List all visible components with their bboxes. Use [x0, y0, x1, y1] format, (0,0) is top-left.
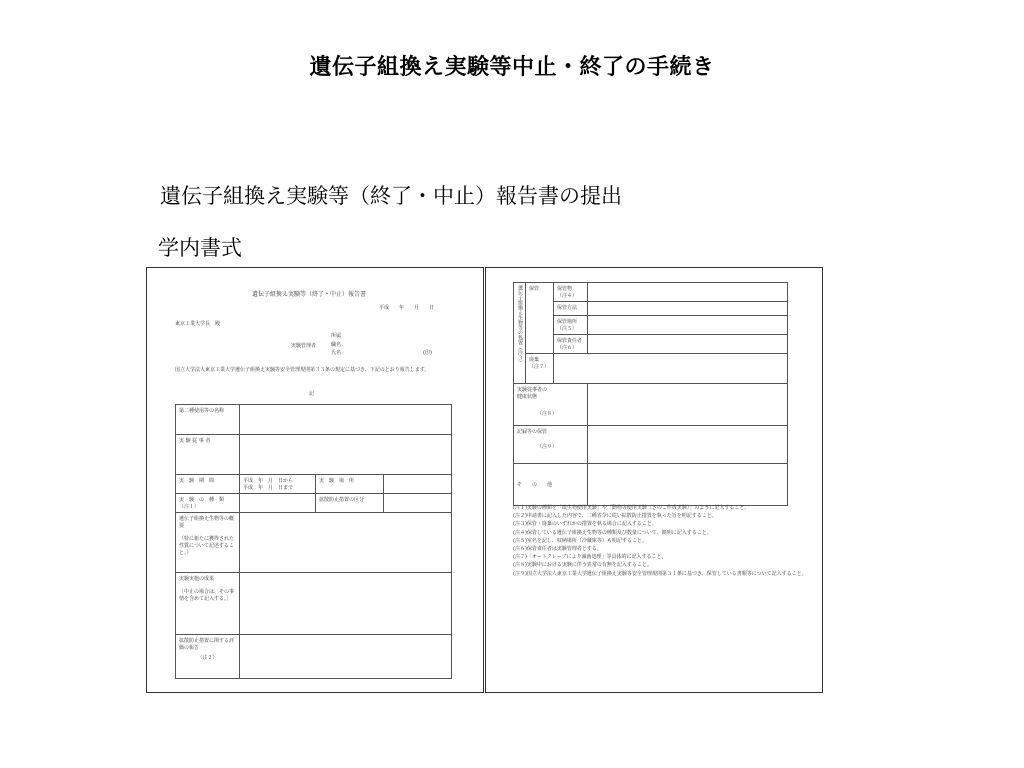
- form-page-2-image: [485, 267, 823, 693]
- form-addressee: 東京工業大学長 殿: [175, 321, 221, 327]
- form-applicant-role: 実験管理者: [291, 343, 317, 349]
- form-cell-label: 保管責任者 （注６）: [554, 335, 588, 354]
- form-note: (注９)国立大学法人東京工業大学遺伝子組換え実験等安全管理規則第３１条に基づき、保管している書類等について記入すること。: [513, 570, 807, 577]
- slide-title: 遺伝子組換え実験等中止・終了の手続き: [309, 55, 715, 80]
- form-cell-label: 保管方法: [554, 302, 588, 316]
- form-seal: (印): [423, 350, 432, 356]
- slide-subtitle: 遺伝子組換え実験等（終了・中止）報告書の提出: [160, 184, 622, 208]
- form-cell-label: 実 験 の 種 類 （注１）: [176, 494, 240, 513]
- form-cell-label: 廃棄 （注７）: [526, 354, 554, 384]
- form-applicant-field: 職名: [331, 342, 342, 348]
- form-cell-label: 実験従事者の 健康状態: [517, 387, 548, 400]
- form-applicant-field: 所属: [331, 333, 342, 339]
- form-cell-label: 第二種使用等の名称: [176, 405, 240, 435]
- form-page-1-image: [146, 267, 484, 693]
- form-cell-label: 実 験 期 間: [176, 475, 240, 494]
- form-cell-label: 実験実施の成果: [179, 576, 215, 582]
- form-side-note: （注３）: [517, 345, 523, 365]
- form-cell-label: 保管場所 （注５）: [554, 316, 588, 335]
- form-note: (注５)室名を記し、収納場所（冷蔵庫等）も明記すること。: [513, 537, 647, 544]
- form-notes: [513, 504, 813, 578]
- form-cell-label: 実 験 場 所: [316, 475, 384, 494]
- form-cell-note: （注９）: [537, 444, 558, 450]
- form-cell-value: 平成 年 月 日から 平成 年 月 日まで: [240, 475, 316, 494]
- form-note: (注８)実験中における実験に伴う異常の有無を記入すること。: [513, 562, 652, 569]
- form-note: (注２)申請書に記入した内容で、二種省令に従い拡散防止措置を執った旨を明記すること。: [513, 513, 717, 520]
- form-note: (注７)「オートクレーブにより滅菌処理」等具体的に記入すること。: [513, 554, 667, 561]
- form-page-2-table: [513, 282, 788, 506]
- form-ki: 記: [309, 391, 315, 397]
- form-note: (注６)保管責任者は実験管理者とする。: [513, 546, 602, 553]
- form-applicant-field: 氏名: [331, 350, 342, 356]
- form-page-1-title: 遺伝子組換え実験等（終了・中止）報告書: [252, 291, 367, 298]
- form-cell-label: 保管: [526, 283, 554, 354]
- form-cell-label: 遺伝子組換え生物等の概要: [179, 516, 235, 529]
- form-cell-note: （特に新たに獲得された性質について記述すること。）: [179, 536, 235, 556]
- form-cell-label: そ の 他: [514, 464, 588, 506]
- form-cell-label: 保管物 （注４）: [554, 283, 588, 302]
- form-note: (注１)実験の種類を「微生物使用実験」や「動物等使用実験（さのこ作成実験）」のように記入すること。: [513, 505, 750, 511]
- form-note: (注３)保管・廃棄のいずれかの措置を執る場合に記入すること。: [513, 521, 657, 528]
- form-intro-text: 国立大学法人東京工業大学遺伝子組換え実験等安全管理規則第３３条の規定に基づき、下記のとおり報告します。: [175, 367, 430, 373]
- form-cell-note: （注８）: [537, 411, 558, 417]
- form-note: (注４)保管している遺伝子組換え生物等の種類及び数量について、簡明に記入すること。: [513, 529, 712, 536]
- form-cell-label: 実 験 従 事 者: [176, 435, 240, 475]
- form-cell-label: 拡散防止措置に関する評価の報告: [179, 638, 235, 651]
- form-cell-label: 拡散防止措置の区分: [316, 494, 384, 513]
- form-cell-note: ［中止の場合は、その事情を含めて記入する。］: [179, 589, 235, 602]
- form-cell-label: 記録等の保管: [517, 429, 548, 435]
- form-label: 学内書式: [158, 236, 242, 260]
- form-date-line: 平成 年 月 日: [379, 305, 435, 311]
- form-cell-note: （注２）: [197, 655, 218, 661]
- form-page-1-table: [175, 404, 452, 679]
- form-side-label: 遺伝子組換え生物等の処置: [517, 285, 523, 345]
